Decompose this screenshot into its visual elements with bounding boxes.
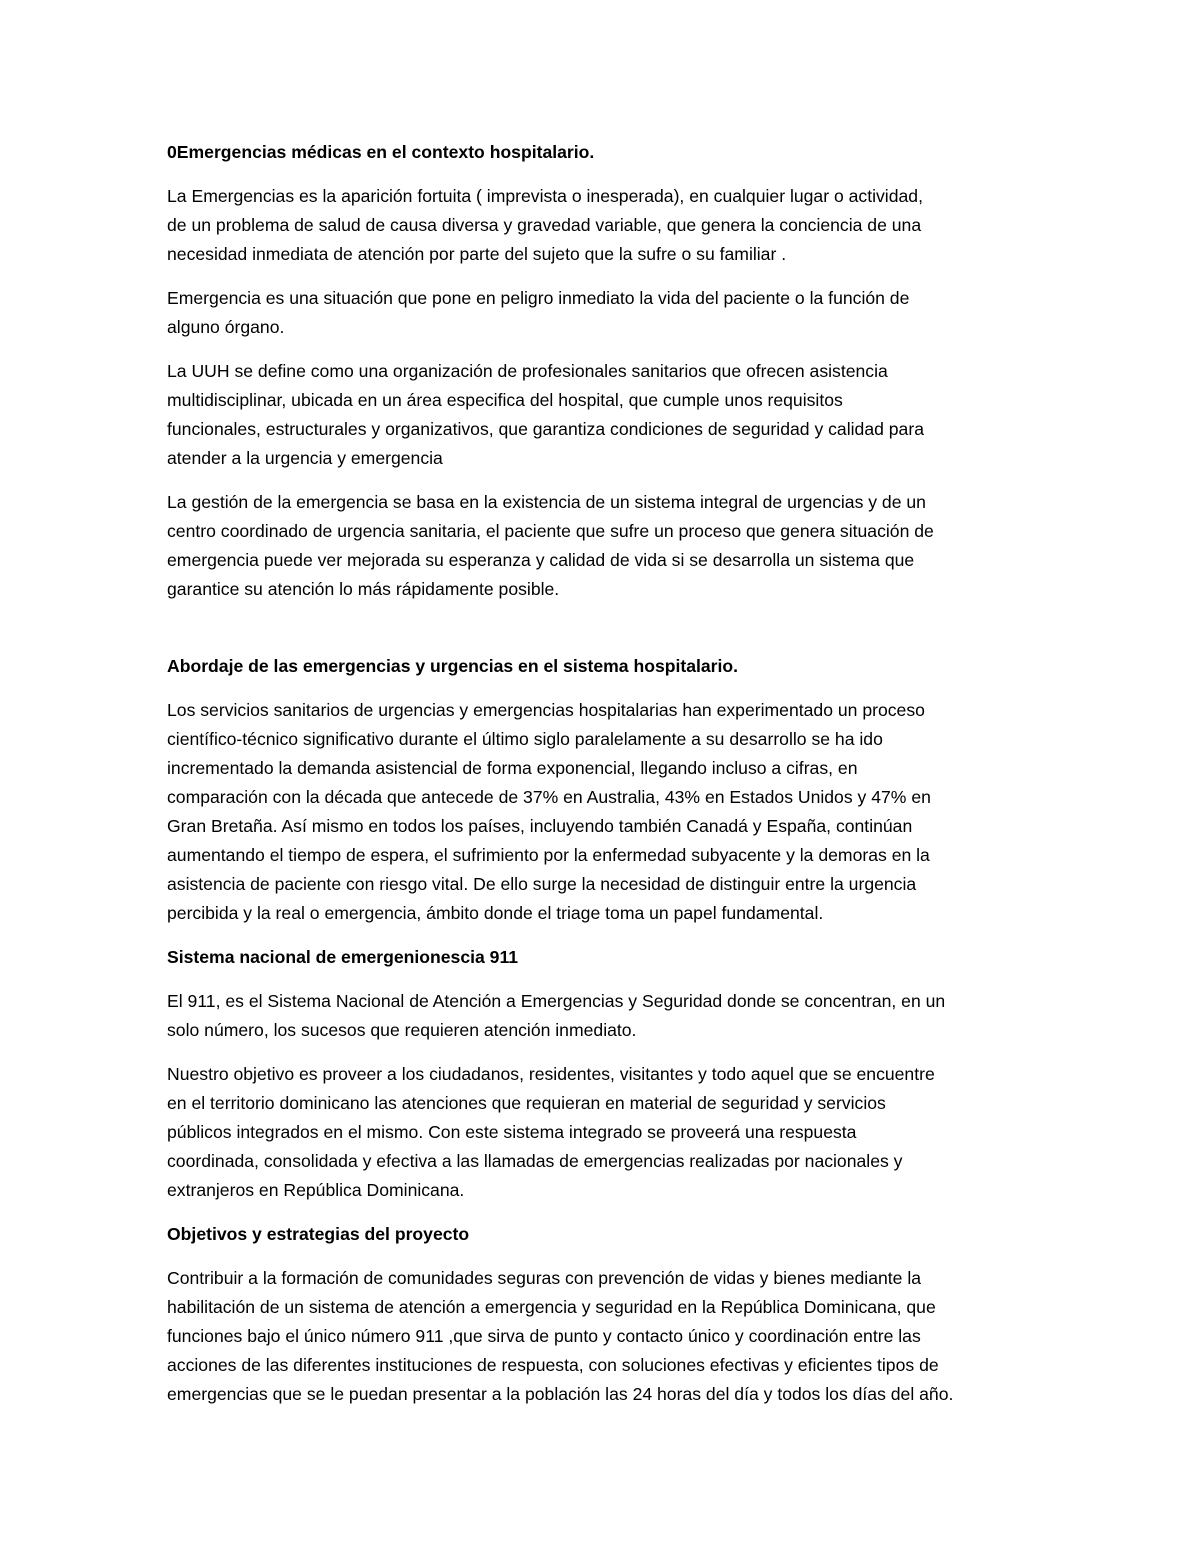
paragraph <box>167 182 1047 269</box>
paragraph-line: atender a la urgencia y emergencia <box>167 448 443 468</box>
paragraph-line: aumentando el tiempo de espera, el sufrimiento por la enfermedad subyacente y la demoras en la <box>167 845 930 865</box>
paragraph-line: El 911, es el Sistema Nacional de Atención a Emergencias y Seguridad donde se concentran, en un <box>167 991 946 1011</box>
paragraph-line: La Emergencias es la aparición fortuita ( imprevista o inesperada), en cualquier lugar o actividad, <box>167 186 923 206</box>
paragraph-line: Los servicios sanitarios de urgencias y emergencias hospitalarias han experimentado un proceso <box>167 700 925 720</box>
paragraph <box>167 1060 1047 1205</box>
paragraph-line: comparación con la década que antecede de 37% en Australia, 43% en Estados Unidos y 47% en <box>167 787 931 807</box>
paragraph-line: La gestión de la emergencia se basa en la existencia de un sistema integral de urgencias y de un <box>167 492 926 512</box>
paragraph <box>167 284 1047 342</box>
paragraph-line: asistencia de paciente con riesgo vital. De ello surge la necesidad de distinguir entre la urgencia <box>167 874 917 894</box>
section-heading-abordaje: Abordaje de las emergencias y urgencias en el sistema hospitalario. <box>167 656 739 676</box>
paragraph-line: centro coordinado de urgencia sanitaria, el paciente que sufre un proceso que genera situación de <box>167 521 934 541</box>
section-heading-objetivos: Objetivos y estrategias del proyecto <box>167 1224 470 1244</box>
paragraph-line: coordinada, consolidada y efectiva a las llamadas de emergencias realizadas por nacionales y <box>167 1151 903 1171</box>
paragraph-line: funcionales, estructurales y organizativos, que garantiza condiciones de seguridad y calidad para <box>167 419 924 439</box>
paragraph-line: en el territorio dominicano las atenciones que requieran en material de seguridad y servicios <box>167 1093 886 1113</box>
paragraph-line: percibida y la real o emergencia, ámbito donde el triage toma un papel fundamental. <box>167 903 824 923</box>
paragraph-line: de un problema de salud de causa diversa y gravedad variable, que genera la conciencia de una <box>167 215 922 235</box>
paragraph <box>167 488 1047 604</box>
section-heading-sistema-nacional: Sistema nacional de emergenionescia 911 <box>167 947 519 967</box>
document-body <box>167 138 1047 1424</box>
paragraph-line: multidisciplinar, ubicada en un área especifica del hospital, que cumple unos requisitos <box>167 390 843 410</box>
paragraph-line: habilitación de un sistema de atención a emergencia y seguridad en la República Dominicana, que <box>167 1297 936 1317</box>
paragraph <box>167 987 1047 1045</box>
paragraph-line: funciones bajo el único número 911 ,que sirva de punto y contacto único y coordinación entre las <box>167 1326 921 1346</box>
paragraph-line: acciones de las diferentes instituciones de respuesta, con soluciones efectivas y eficientes tipos de <box>167 1355 939 1375</box>
paragraph-line: alguno órgano. <box>167 317 285 337</box>
section-heading-emergencias-medicas: 0Emergencias médicas en el contexto hospitalario. <box>167 142 595 162</box>
paragraph-line: extranjeros en República Dominicana. <box>167 1180 465 1200</box>
paragraph-line: Contribuir a la formación de comunidades seguras con prevención de vidas y bienes mediante la <box>167 1268 922 1288</box>
paragraph <box>167 357 1047 473</box>
paragraph-line: Nuestro objetivo es proveer a los ciudadanos, residentes, visitantes y todo aquel que se encuentre <box>167 1064 935 1084</box>
paragraph <box>167 696 1047 928</box>
paragraph-line: solo número, los sucesos que requieren atención inmediato. <box>167 1020 637 1040</box>
paragraph-line: garantice su atención lo más rápidamente posible. <box>167 579 560 599</box>
paragraph-line: emergencias que se le puedan presentar a la población las 24 horas del día y todos los días del año. <box>167 1384 954 1404</box>
paragraph-line: emergencia puede ver mejorada su esperanza y calidad de vida si se desarrolla un sistema que <box>167 550 915 570</box>
paragraph-line: públicos integrados en el mismo. Con este sistema integrado se proveerá una respuesta <box>167 1122 857 1142</box>
paragraph-line: La UUH se define como una organización de profesionales sanitarios que ofrecen asistencia <box>167 361 888 381</box>
paragraph-line: incrementado la demanda asistencial de forma exponencial, llegando incluso a cifras, en <box>167 758 858 778</box>
paragraph-line: Gran Bretaña. Así mismo en todos los países, incluyendo también Canadá y España, continúan <box>167 816 913 836</box>
paragraph-line: Emergencia es una situación que pone en peligro inmediato la vida del paciente o la función de <box>167 288 910 308</box>
paragraph-line: científico-técnico significativo durante el último siglo paralelamente a su desarrollo se ha ido <box>167 729 883 749</box>
paragraph <box>167 1264 1047 1409</box>
paragraph-line: necesidad inmediata de atención por parte del sujeto que la sufre o su familiar . <box>167 244 787 264</box>
